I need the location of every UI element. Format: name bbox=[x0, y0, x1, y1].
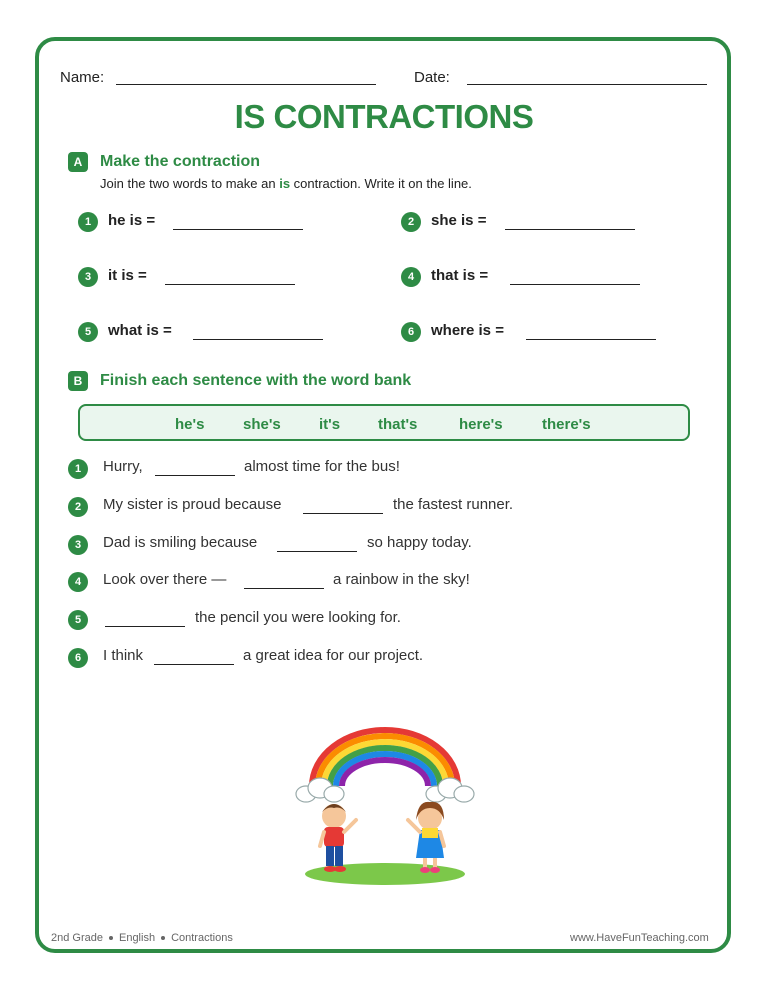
name-line[interactable] bbox=[116, 84, 376, 85]
word-pair: where is = bbox=[431, 322, 504, 339]
sentence-start: Hurry, bbox=[103, 458, 143, 475]
page-title: IS CONTRACTIONS bbox=[234, 98, 534, 135]
sentence-end: a rainbow in the sky! bbox=[333, 571, 470, 588]
footer-grade: 2nd Grade bbox=[51, 932, 103, 944]
sentence-number: 5 bbox=[68, 610, 88, 630]
date-line[interactable] bbox=[467, 84, 707, 85]
sentence-number: 2 bbox=[68, 497, 88, 517]
bullet-icon bbox=[161, 936, 165, 940]
footer-topic: Contractions bbox=[171, 932, 233, 944]
word-bank-item: that's bbox=[378, 416, 418, 433]
sentence-number: 6 bbox=[68, 648, 88, 668]
word-bank-item: here's bbox=[459, 416, 503, 433]
cloud-icon bbox=[296, 778, 474, 802]
footer-site[interactable]: www.HaveFunTeaching.com bbox=[570, 932, 709, 944]
blank-line[interactable] bbox=[277, 551, 357, 552]
date-label: Date: bbox=[414, 69, 450, 86]
answer-line[interactable] bbox=[510, 284, 640, 285]
word-pair: that is = bbox=[431, 267, 489, 284]
blank-line[interactable] bbox=[105, 626, 185, 627]
answer-line[interactable] bbox=[526, 339, 656, 340]
sentence-start: Dad is smiling because bbox=[103, 534, 258, 551]
sentence-number: 1 bbox=[68, 459, 88, 479]
blank-line[interactable] bbox=[244, 588, 324, 589]
answer-line[interactable] bbox=[193, 339, 323, 340]
item-number: 5 bbox=[78, 322, 98, 342]
item-number: 1 bbox=[78, 212, 98, 232]
footer-subject: English bbox=[118, 932, 156, 944]
blank-line[interactable] bbox=[303, 513, 383, 514]
rainbow-kids-illustration bbox=[290, 722, 480, 892]
sentence-start: I think bbox=[103, 647, 144, 664]
section-b-title: Finish each sentence with the word bank bbox=[100, 372, 412, 389]
item-number: 2 bbox=[401, 212, 421, 232]
sentence-number: 4 bbox=[68, 572, 88, 592]
word-bank-item: there's bbox=[542, 416, 591, 433]
section-a-instruction: Join the two words to make an is contraction. Write it on the line. bbox=[100, 176, 472, 191]
word-bank bbox=[78, 404, 690, 441]
item-number: 6 bbox=[401, 322, 421, 342]
word-bank-item: she's bbox=[243, 416, 281, 433]
word-pair: he is = bbox=[108, 212, 156, 229]
blank-line[interactable] bbox=[154, 664, 234, 665]
word-bank-item: it's bbox=[319, 416, 341, 433]
girl-icon bbox=[408, 802, 444, 873]
name-label: Name: bbox=[60, 69, 105, 86]
word-bank-item: he's bbox=[175, 416, 205, 433]
rainbow-icon bbox=[312, 730, 458, 786]
answer-line[interactable] bbox=[173, 229, 303, 230]
footer-tags bbox=[51, 932, 233, 944]
item-number: 3 bbox=[78, 267, 98, 287]
boy-icon bbox=[320, 804, 356, 872]
section-a-badge: A bbox=[68, 152, 88, 172]
section-a-title: Make the contraction bbox=[100, 153, 261, 170]
sentence-end: the fastest runner. bbox=[393, 496, 514, 513]
sentence-start: My sister is proud because bbox=[103, 496, 282, 513]
answer-line[interactable] bbox=[505, 229, 635, 230]
word-pair: it is = bbox=[108, 267, 147, 284]
word-pair: what is = bbox=[108, 322, 172, 339]
sentence-end: a great idea for our project. bbox=[243, 647, 424, 664]
blank-line[interactable] bbox=[155, 475, 235, 476]
sentence-end: the pencil you were looking for. bbox=[195, 609, 401, 626]
section-b-badge: B bbox=[68, 371, 88, 391]
item-number: 4 bbox=[401, 267, 421, 287]
word-pair: she is = bbox=[431, 212, 487, 229]
sentence-end: almost time for the bus! bbox=[244, 458, 400, 475]
sentence-end: so happy today. bbox=[367, 534, 472, 551]
sentence-start: Look over there — bbox=[103, 571, 227, 588]
bullet-icon bbox=[109, 936, 113, 940]
answer-line[interactable] bbox=[165, 284, 295, 285]
sentence-number: 3 bbox=[68, 535, 88, 555]
